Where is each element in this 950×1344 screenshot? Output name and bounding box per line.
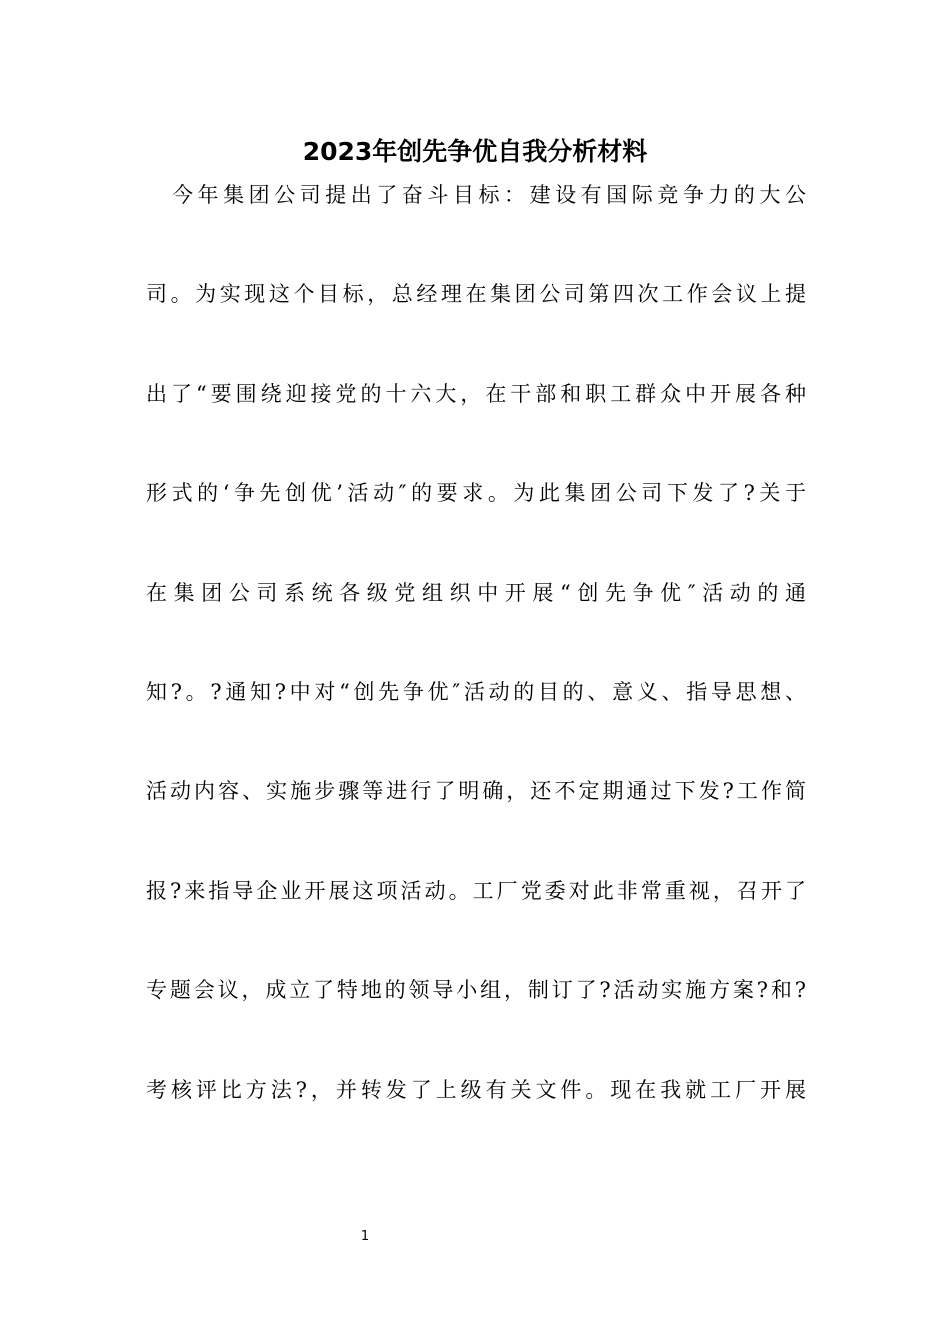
body-line-10: 考核评比方法?，并转发了上级有关文件。现在我就工厂开展 [146, 1077, 806, 1102]
body-line-2: 司。为实现这个目标，总经理在集团公司第四次工作会议上提 [146, 282, 806, 307]
body-line-9: 专题会议，成立了特地的领导小组，制订了?活动实施方案?和? [146, 978, 806, 1003]
body-line-7: 活动内容、实施步骤等进行了明确，还不定期通过下发?工作简 [146, 779, 806, 804]
page-number: 1 [360, 1229, 370, 1244]
body-line-1: 今年集团公司提出了奋斗目标：建设有国际竞争力的大公 [172, 183, 806, 207]
body-line-5: 在集团公司系统各级党组织中开展“创先争优″活动的通 [146, 580, 806, 605]
body-line-8: 报?来指导企业开展这项活动。工厂党委对此非常重视，召开了 [146, 878, 806, 903]
body-line-6: 知?。?通知?中对“创先争优″活动的目的、意义、指导思想、 [146, 679, 806, 704]
body-line-4: 形式的‘争先创优’活动″的要求。为此集团公司下发了?关于 [146, 481, 806, 506]
body-line-3: 出了“要围绕迎接党的十六大，在干部和职工群众中开展各种 [146, 381, 806, 406]
document-title: 2023年创先争优自我分析材料 [302, 137, 648, 166]
document-body [146, 175, 806, 1169]
